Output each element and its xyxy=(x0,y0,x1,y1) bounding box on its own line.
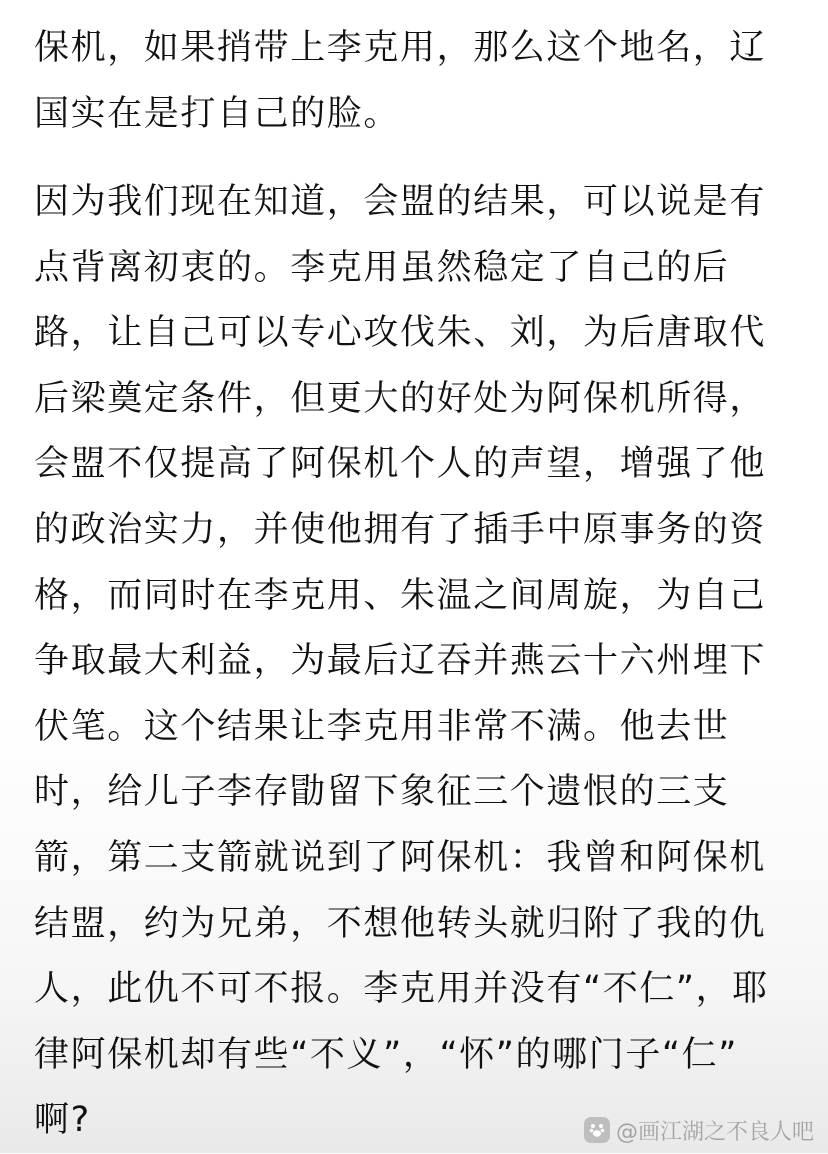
baidu-tieba-logo-icon xyxy=(584,1117,610,1143)
text-line: 后梁奠定条件，但更大的好处为阿保机所得， xyxy=(34,378,767,419)
text-line: 争取最大利益，为最后辽吞并燕云十六州埋下 xyxy=(34,641,767,682)
text-line: 点背离初衷的。李克用虽然稳定了自己的后 xyxy=(34,247,730,288)
watermark-text: @画江湖之不良人吧 xyxy=(615,1119,814,1145)
text-line: 会盟不仅提高了阿保机个人的声望，增强了他 xyxy=(34,444,767,485)
text-line: 格，而同时在李克用、朱温之间周旋，为自己 xyxy=(34,575,767,616)
text-line: 结盟，约为兄弟，不想他转头就归附了我的仇 xyxy=(34,903,767,944)
text-line: 保机，如果捎带上李克用，那么这个地名，辽 xyxy=(34,28,767,68)
text-line: 因为我们现在知道，会盟的结果，可以说是有 xyxy=(34,182,767,222)
text-line: 人，此仇不可不报。李克用并没有“不仁”，耶 xyxy=(34,969,769,1010)
text-line: 律阿保机却有些“不义”，“怀”的哪门子“仁” xyxy=(34,1034,738,1075)
text-line: 箭，第二支箭就说到了阿保机：我曾和阿保机 xyxy=(34,837,767,878)
paragraph-1 xyxy=(34,16,796,147)
watermark xyxy=(584,1113,814,1147)
text-line: 啊? xyxy=(34,1100,91,1141)
text-line: 时，给儿子李存勖留下象征三个遗恨的三支 xyxy=(34,772,730,813)
text-line: 国实在是打自己的脸。 xyxy=(34,93,401,134)
text-line: 伏笔。这个结果让李克用非常不满。他去世 xyxy=(34,706,730,747)
text-line: 的政治实力，并使他拥有了插手中原事务的资 xyxy=(34,509,767,550)
paragraph-2 xyxy=(34,170,796,1154)
text-line: 路，让自己可以专心攻伐朱、刘，为后唐取代 xyxy=(34,313,767,354)
